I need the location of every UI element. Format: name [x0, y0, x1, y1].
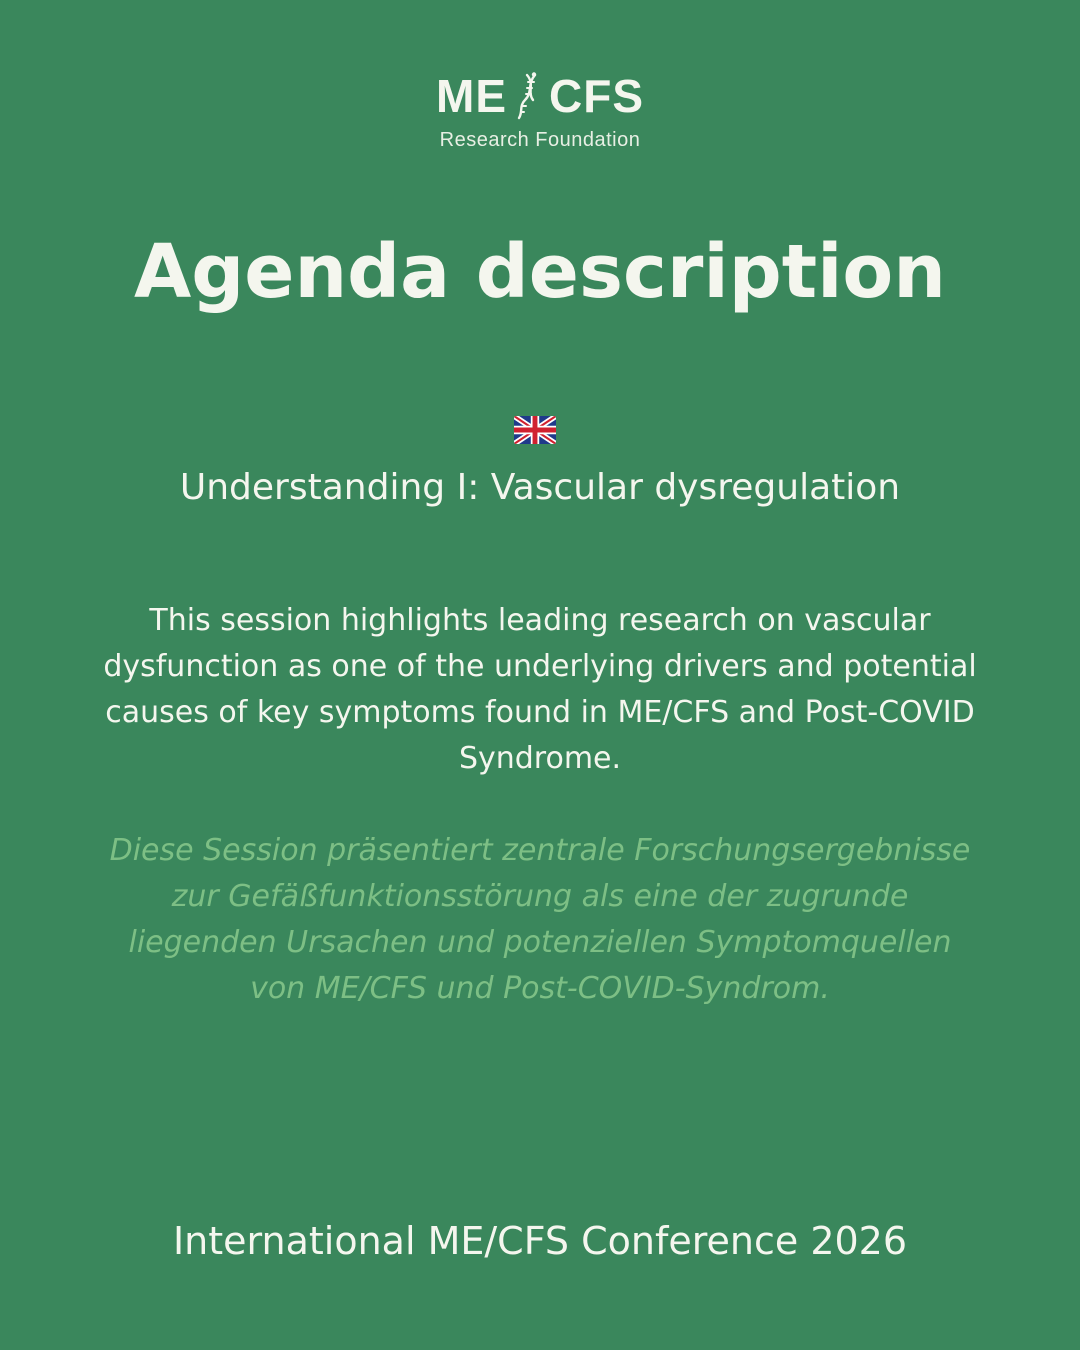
logo-word-right: CFS	[549, 70, 644, 122]
conference-footer: International ME/CFS Conference 2026	[172, 1219, 908, 1263]
uk-flag-icon	[514, 414, 556, 446]
page-title: Agenda description	[134, 229, 946, 315]
logo-mark	[436, 68, 644, 124]
logo-word-left: ME	[436, 70, 507, 122]
description-german: Diese Session präsentiert zentrale Forschungsergebnisse zur Gefäßfunktionsstörung als eine der zugrunde liegenden Ursachen und potenziellen Symptomquellen von ME/CFS und Post-COVID-Syndrom.	[109, 833, 971, 1006]
logo-subtitle: Research Foundation	[439, 129, 641, 151]
brand-logo	[0, 68, 1080, 152]
dna-icon	[513, 72, 543, 120]
session-title: Understanding I: Vascular dysregulation	[179, 467, 901, 508]
description-english: This session highlights leading research on vascular dysfunction as one of the underlying drivers and potential causes of key symptoms found in ME/CFS and Post-COVID Syndrome.	[103, 603, 977, 776]
